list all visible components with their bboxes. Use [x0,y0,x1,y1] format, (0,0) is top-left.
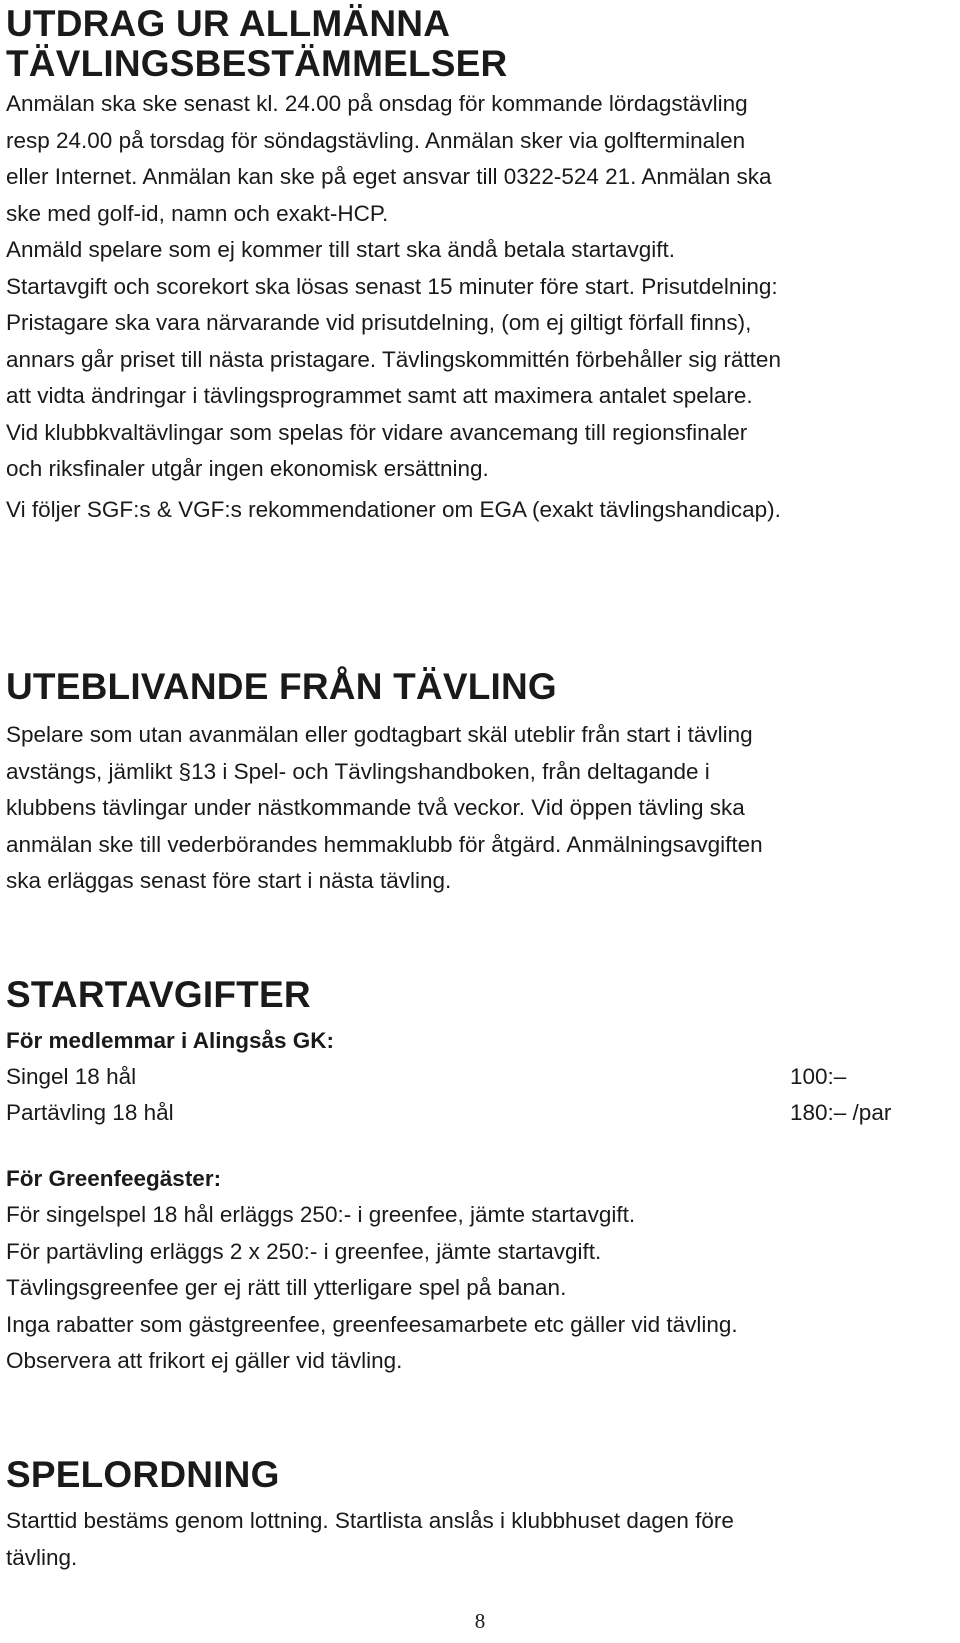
text-line: resp 24.00 på torsdag för söndagstävling. Anmälan sker via golfterminalen [6,127,746,153]
fee-value: 180:– /par [790,1100,892,1125]
text-line: klubbens tävlingar under nästkommande två veckor. Vid öppen tävling ska [6,795,745,820]
section-body [6,86,954,528]
fee-row [6,1095,954,1131]
fee-row [6,1059,954,1095]
page-number: 8 [474,1609,486,1633]
section-play-order [6,1455,954,1576]
guests-subheading: För Greenfeegäster: [6,1166,222,1191]
text-line: att vidta ändringar i tävlingsprogrammet samt att maximera antalet spelare. [6,383,753,408]
text-line: För partävling erläggs 2 x 250:- i greenfee, jämte startavgift. [6,1238,602,1264]
text-line: tävling. [6,1544,78,1570]
fee-label: Singel 18 hål [6,1064,137,1089]
text-line: och riksfinaler utgår ingen ekonomisk ersättning. [6,456,489,481]
text-line: ske med golf-id, namn och exakt-HCP. [6,200,389,226]
text-line: Pristagare ska vara närvarande vid prisutdelning, (om ej giltigt förfall finns), [6,310,752,335]
text-line: Startavgift och scorekort ska lösas senast 15 minuter före start. Prisutdelning: [6,273,778,299]
heading-line: UTDRAG UR ALLMÄNNA [6,3,451,44]
section-heading: STARTAVGIFTER [6,974,311,1015]
text-line: Observera att frikort ej gäller vid tävling. [6,1348,403,1373]
section-heading: UTEBLIVANDE FRÅN TÄVLING [6,666,557,707]
text-line: anmälan ske till vederbörandes hemmaklubb för åtgärd. Anmälningsavgiften [6,831,763,857]
heading-line: TÄVLINGSBESTÄMMELSER [6,43,508,84]
section-heading [6,4,954,84]
text-line: Tävlingsgreenfee ger ej rätt till ytterligare spel på banan. [6,1275,567,1300]
text-line: annars går priset till nästa pristagare. Tävlingskommittén förbehåller sig rätten [6,346,781,372]
text-line: Anmäld spelare som ej kommer till start ska ändå betala startavgift. [6,237,676,262]
fee-value: 100:– [790,1064,847,1089]
text-line: Vid klubbkvaltävlingar som spelas för vidare avancemang till regionsfinaler [6,419,748,445]
section-heading: SPELORDNING [6,1454,280,1495]
section-competition-rules [6,4,954,528]
text-line: avstängs, jämlikt §13 i Spel- och Tävlingshandboken, från deltagande i [6,758,710,784]
fee-label: Partävling 18 hål [6,1100,174,1125]
text-line: Spelare som utan avanmälan eller godtagbart skäl uteblir från start i tävling [6,722,753,747]
text-line: Anmälan ska ske senast kl. 24.00 på onsdag för kommande lördagstävling [6,91,748,116]
members-subheading: För medlemmar i Alingsås GK: [6,1028,334,1053]
text-line: eller Internet. Anmälan kan ske på eget ansvar till 0322-524 21. Anmälan ska [6,164,772,189]
text-line: Vi följer SGF:s & VGF:s rekommendationer om EGA (exakt tävlingshandicap). [6,496,781,522]
text-line: ska erläggas senast före start i nästa tävling. [6,868,452,893]
section-entry-fees [6,975,954,1380]
section-body [6,717,954,900]
text-line: Inga rabatter som gästgreenfee, greenfeesamarbete etc gäller vid tävling. [6,1311,738,1337]
section-body [6,1503,954,1576]
section-no-show [6,667,954,900]
text-line: Starttid bestäms genom lottning. Startlista anslås i klubbhuset dagen före [6,1508,734,1533]
text-line: För singelspel 18 hål erläggs 250:- i greenfee, jämte startavgift. [6,1202,636,1227]
